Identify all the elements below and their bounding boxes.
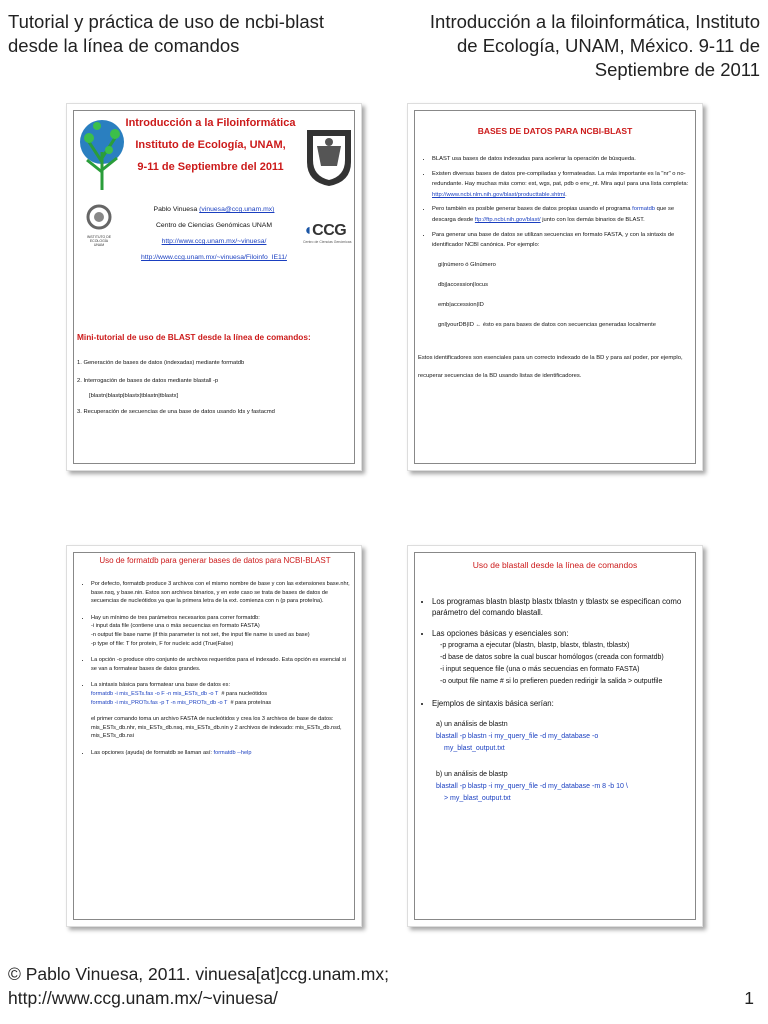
slide-3-bullets xyxy=(77,580,351,758)
slide-4-title: Uso de blastall desde la línea de comandos xyxy=(472,560,638,570)
s2-bullet-1: • BLAST usa bases de datos indexadas para acelerar la operación de búsqueda. xyxy=(432,154,694,165)
unam-seal xyxy=(303,126,355,188)
s4-example-a-cmd-2: my_blast_output.txt xyxy=(444,744,505,752)
author-name: Pablo Vinuesa xyxy=(153,206,198,213)
s2-b2-text: Existen diversas bases de datos pre-compiladas y formateadas. La más importante es la "nr" o no-redundante. Hay muchas más como: est, wgs, pat, pdb o env_nt. Mira aquí para una lista completa: xyxy=(432,170,689,188)
s3-b4-intro: • La sintaxis básica para formatear una base de datos es: xyxy=(91,682,230,689)
header-right-title: Introducción a la filoinformática, Instituto de Ecología, UNAM, México. 9-11 de Septiembre de 2011 xyxy=(429,11,760,80)
s2-bullet-2: • Existen diversas bases de datos pre-compiladas y formateadas. La más importante es la "nr" o no-redundante. Hay muchas más como: est, wgs, pat, pdb o env_nt. Mira aquí para una lista completa: http://www.ncbi.nlm.nih.gov/blast/producttable.shtml. xyxy=(432,169,694,201)
s3-explain: el primer comando toma un archivo FASTA de nucleótidos y crea los 3 archivos de base de datos: mis_ESTs_db.nhr, mis_ESTs_db.nsq, mis_ESTs_db.nin y 2 archivos de indexado: mis_ESTs_db.nsd, mis_ESTs_db.nsi xyxy=(91,716,342,740)
s4-example-b: b) un análisis de blastp xyxy=(436,770,508,778)
mini-tutorial-title: Mini-tutorial de uso de BLAST desde la línea de comandos: xyxy=(77,332,311,342)
mini-item-1: 1. Generación de bases de datos (indexadas) mediante formatdb xyxy=(77,360,245,366)
s2-b2-link[interactable]: http://www.ncbi.nlm.nih.gov/blast/producttable.shtml xyxy=(432,191,566,198)
s3-b5-text: Las opciones (ayuda) de formatdb se llaman así: xyxy=(91,749,212,756)
url-vinuesa-link[interactable]: http://www.ccg.unam.mx/~vinuesa/ xyxy=(161,238,267,245)
s2-bullet-4: • Para generar una base de datos se utilizan secuencias en formato FASTA, y con la sintaxis de identificador NCBI canónica. Por ejemplo: xyxy=(432,230,694,251)
s4-opt-i: -i input sequence file (una o más secuencias en formato FASTA) xyxy=(440,665,640,673)
s2-b3-text-a: Pero también es posible generar bases de datos propias usando el programa xyxy=(432,206,631,213)
s4-opt-d: -d base de datos sobre la cual buscar homólogos (creada con formatdb) xyxy=(440,653,664,661)
s2-b3-text-c: junto con los demás binarios de BLAST. xyxy=(542,216,645,223)
s4-opt-p: -p programa a ejecutar (blastn, blastp, blastx, tblastn, tblastx) xyxy=(440,641,630,649)
s4-opt-o: -o output file name # si lo prefieren pueden redirigir la salida > outputfile xyxy=(440,677,663,685)
id-format-emb: emb|accession|ID xyxy=(438,301,484,308)
s4-example-a: a) un análisis de blastn xyxy=(436,720,508,728)
s3-bullet-5 xyxy=(91,749,351,758)
ie-logo xyxy=(83,204,115,247)
s4-bullet-3: • Ejemplos de sintaxis básica serían: xyxy=(432,698,694,709)
id-format-gnl xyxy=(438,315,694,335)
slide-3-title: Uso de formatdb para generar bases de datos para NCBI-BLAST xyxy=(99,556,331,565)
s3-param-p: -p type of file: T for protein, F for nucleic acid (True|False) xyxy=(91,640,234,647)
id-gnl-note: ← ésto es para bases de datos con secuencias generadas localmente xyxy=(475,321,656,328)
slide-2-title: BASES DE DATOS PARA NCBI-BLAST xyxy=(477,126,633,136)
slide-2 xyxy=(407,103,703,471)
s3-param-n: -n output file base name (if this parameter is not set, the input file name is used as base) xyxy=(91,631,310,638)
s2-bullet-3 xyxy=(432,204,694,225)
url-filoinfo-link[interactable]: http://www.ccg.unam.mx/~vinuesa/Filoinfo_IE11/ xyxy=(141,254,287,261)
slide-1-title-line-2: Instituto de Ecología, UNAM, xyxy=(135,139,286,151)
ie-logo-sub: UNAM xyxy=(93,243,105,247)
s4-b2-intro: • Las opciones básicas y esenciales son: xyxy=(432,629,569,639)
slide-3 xyxy=(66,545,362,927)
ie-logo-text: INSTITUTO DE ECOLOGÍA xyxy=(86,235,112,243)
footer-copyright: © Pablo Vinuesa, 2011. vinuesa[at]ccg.unam.mx; http://www.ccg.unam.mx/~vinuesa/ xyxy=(8,964,389,1008)
s4-example-a-cmd-1: blastall -p blastn -i my_query_file -d my_database -o xyxy=(436,732,599,740)
slide-1-title-line-3: 9-11 de Septiembre del 2011 xyxy=(137,161,284,173)
s3-cmd-1: formatdb -i mis_ESTs.fas -o F -n mis_ESTs_db -o T xyxy=(91,690,219,697)
id-format-dbj: dbj|accession|locus xyxy=(438,281,489,288)
s3-b2-intro: • Hay un mínimo de tres parámetros necesarios para correr formatdb: xyxy=(91,614,260,621)
s4-example-b-cmd-2: > my_blast_output.txt xyxy=(444,794,511,802)
mini-item-3: 3. Recuperación de secuencias de una base de datos usando Ids y fastacmd xyxy=(77,409,275,415)
s3-bullet-3: • La opción -o produce otro conjunto de archivos requeridos para el indexado. Esta opción es esencial si se van a formatear bases de datos grandes. xyxy=(91,656,351,673)
author-email-link[interactable]: (vinuesa@ccg.unam.mx) xyxy=(199,206,275,213)
phylogeny-tree-logo xyxy=(77,112,127,190)
s4-bullet-2 xyxy=(432,628,694,687)
slide-4 xyxy=(407,545,703,927)
s4-bullet-1: • Los programas blastn blastp blastx tblastn y tblastx se especifican como parámetro del comando blastall. xyxy=(432,596,694,618)
s4-example-b-cmd-1: blastall -p blastp -i my_query_file -d my_database -m 8 -b 10 \ xyxy=(436,782,628,790)
ie-logo-icon xyxy=(86,204,112,230)
header-left-title: Tutorial y práctica de uso de ncbi-blast desde la línea de comandos xyxy=(8,11,325,56)
s3-cmd-2: formatdb -i mis_PROTs.fas -p T -n mis_PROTs_db -o T xyxy=(91,699,228,706)
s3-param-i: -i input data file (contiene una o más secuencias en formato FASTA) xyxy=(91,623,260,630)
id-format-gi: gi|número ó GInúmero xyxy=(438,261,496,268)
s3-bullet-1: • Por defecto, formatdb produce 3 archivos con el mismo nombre de base y con las extensiones base.nhr, base.nsq, y base.nin. Estos son archivos binarios, y en este caso se trata de bases de datos de secuencias de nucleótidos ya que la primera letra de la ext. comienza con n (p para proteína). xyxy=(91,580,351,606)
slide-1 xyxy=(66,103,362,471)
s3-cmd-1-note: # para nucleótidos xyxy=(221,690,268,697)
slide-2-bullets xyxy=(418,154,694,251)
mini-item-2: 2. Interrogación de bases de datos mediante blastall -p xyxy=(77,378,219,384)
s3-bullet-4 xyxy=(91,681,351,741)
page-number: 1 xyxy=(744,988,754,1008)
center-name: Centro de Ciencias Genómicas UNAM xyxy=(156,222,272,229)
s2-b3-link[interactable]: ftp://ftp.ncbi.nih.gov/blast/ xyxy=(474,216,541,223)
mini-item-2-options: [blastn|blastp|blastx|tblastn|tblastx] xyxy=(89,393,179,399)
ccg-logo-sub: Centro de Ciencias Genómicas xyxy=(303,240,352,244)
s3-cmd-2-note: # para proteínas xyxy=(230,699,272,706)
id-gnl-text: gnl|yourDB|ID xyxy=(438,321,474,328)
slide-1-title-line-1: Introducción a la Filoinformática xyxy=(125,117,296,129)
s3-bullet-2 xyxy=(91,614,351,648)
s2-b3-code: formatdb xyxy=(632,206,656,213)
ccg-logo: ◖CCG Centro de Ciencias Genómicas xyxy=(303,222,352,244)
s2-closing: Estos identificadores son esenciales para un correcto indexado de la BD y para así poder, por ejemplo, recuperar secuencias de la BD usando listas de identificadores. xyxy=(418,354,683,379)
ccg-logo-text: CCG xyxy=(312,222,347,239)
s2-b3-text-b: que se descarga desde xyxy=(432,206,675,223)
s3-b5-code: formatdb --help xyxy=(213,749,252,756)
slide-4-bullets xyxy=(418,596,694,709)
